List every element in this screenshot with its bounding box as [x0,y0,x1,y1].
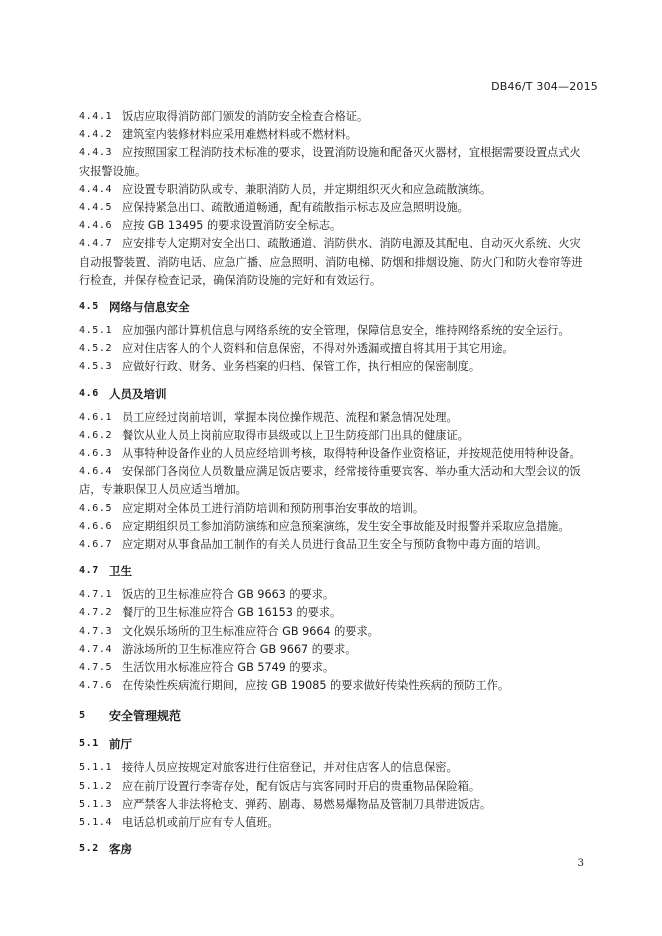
clause-item [79,108,599,126]
clause-list-4-6 [79,409,599,555]
clause-text: 游泳场所的卫生标准应符合 GB 9667 的要求。 [122,642,357,656]
clause-item [79,659,599,677]
clause-item [79,358,599,376]
clause-list-4-4 [79,108,599,290]
clause-number: 4.4.1 [79,111,113,122]
section-heading-5-2: 5.2 客房 [79,842,132,857]
clause-number: 4.6.4 [79,466,113,478]
clause-number: 4.7.6 [79,680,113,692]
clause-text: 在传染性疾病流行期间，应按 GB 19085 的要求做好传染性疾病的预防工作。 [122,679,510,693]
clause-number: 4.5.1 [79,325,113,337]
section-title: 前厅 [109,737,132,752]
clause-item [79,778,599,796]
section-heading-4-6: 4.6 人员及培训 [79,386,167,401]
clause-item [79,536,599,554]
clause-text: 应设置专职消防队或专、兼职消防人员，并定期组织灭火和应急疏散演练。 [122,182,492,196]
clause-text: 电话总机或前厅应有专人值班。 [122,816,279,830]
clause-number: 4.6.7 [79,539,113,551]
section-heading-4-7: 4.7 卫生 [79,564,132,579]
clause-number: 4.4.7 [79,238,113,250]
clause-number: 5.1.1 [79,762,113,774]
section-title: 卫生 [109,564,132,579]
clause-item [79,217,599,235]
clause-number: 4.5.2 [79,343,113,355]
clause-text: 应定期对全体员工进行消防培训和预防刑事治安事故的培训。 [122,501,425,515]
clause-text-continuation: 自动报警装置、消防电话、应急广播、应急照明、消防电梯、防烟和排烟设施、防火门和防火卷帘等进 [79,255,583,269]
clause-text: 应对住店客人的个人资料和信息保密，不得对外透漏或擅自将其用于其它用途。 [122,342,514,356]
section-heading-5-1: 5.1 前厅 [79,737,132,752]
clause-text: 应在前厅设置行李寄存处，配有饭店与宾客同时开启的贵重物品保险箱。 [122,779,481,793]
clause-text: 应严禁客人非法将枪支、弹药、剧毒、易燃易爆物品及管制刀具带进饭店。 [122,797,492,811]
clause-list-5-1 [79,759,599,832]
clause-text: 应做好行政、财务、业务档案的归档、保管工作，执行相应的保密制度。 [122,360,481,374]
clause-text-continuation: 店，专兼职保卫人员应适当增加。 [79,483,247,497]
clause-item [79,235,599,253]
clause-item [79,445,599,463]
document-code: DB46/T 304—2015 [491,80,598,93]
clause-item [79,126,599,144]
clause-item [79,181,599,199]
clause-text: 应保持紧急出口、疏散通道畅通，配有疏散指示标志及应急照明设施。 [122,201,469,215]
clause-text: 饭店应取得消防部门颁发的消防安全检查合格证。 [122,110,369,123]
clause-item [79,518,599,536]
page-content [79,108,599,864]
page-number: 3 [577,858,584,869]
clause-text: 应定期对从事食品加工制作的有关人员进行食品卫生安全与预防食物中毒方面的培训。 [122,538,548,552]
clause-number: 4.7.1 [79,589,113,601]
clause-number: 4.6.5 [79,502,113,514]
clause-text: 应加强内部计算机信息与网络系统的安全管理，保障信息安全，维持网络系统的安全运行。 [122,324,570,338]
chapter-title: 安全管理规范 [109,709,182,724]
section-title: 客房 [109,842,132,857]
clause-text: 应按照国家工程消防技术标准的要求，设置消防设施和配备灭火器材，宜根据需要设置点式火 [122,146,581,160]
chapter-heading-5: 5 安全管理规范 [79,709,182,724]
clause-item [79,641,599,659]
clause-text-continuation: 灾报警设施。 [79,164,147,178]
clause-text: 饭店的卫生标准应符合 GB 9663 的要求。 [122,588,335,602]
clause-item [79,340,599,358]
clause-number: 4.4.4 [79,183,113,195]
clause-text: 应按 GB 13495 的要求设置消防安全标志。 [122,219,342,233]
clause-text: 餐厅的卫生标准应符合 GB 16153 的要求。 [122,606,342,620]
clause-number: 5.1.2 [79,780,113,792]
clause-item [79,604,599,622]
clause-list-4-7 [79,586,599,695]
clause-number: 4.6.2 [79,429,113,441]
clause-item [79,759,599,777]
section-title: 网络与信息安全 [109,300,190,315]
clause-number: 4.4.6 [79,220,113,232]
clause-item [79,463,599,481]
clause-item [79,199,599,217]
section-heading-4-5: 4.5 网络与信息安全 [79,300,190,315]
clause-item [79,322,599,340]
clause-text: 餐饮从业人员上岗前应取得市县级或以上卫生防疫部门出具的健康证。 [122,428,469,442]
clause-text: 接待人员应按规定对旅客进行住宿登记，并对住店客人的信息保密。 [122,761,458,775]
clause-item [79,144,599,162]
section-title: 人员及培训 [109,386,167,401]
clause-text: 应安排专人定期对安全出口、疏散通道、消防供水、消防电源及其配电、自动灭火系统、火灾 [122,237,581,251]
clause-item [79,409,599,427]
clause-text: 从事特种设备作业的人员应经培训考核，取得特种设备作业资格证，并按规范使用特种设备。 [122,447,581,461]
clause-text: 安保部门各岗位人员数量应满足饭店要求，经常接待重要宾客、举办重大活动和大型会议的饭 [122,465,581,479]
clause-item [79,796,599,814]
clause-item [79,623,599,641]
clause-number: 4.6.1 [79,411,113,423]
clause-list-4-5 [79,322,599,377]
clause-item [79,814,599,832]
clause-number: 4.7.3 [79,625,113,637]
clause-number: 4.4.3 [79,147,113,159]
clause-number: 4.4.5 [79,202,113,214]
clause-text: 员工应经过岗前培训，掌握本岗位操作规范、流程和紧急情况处理。 [122,410,458,424]
clause-text: 建筑室内装修材料应采用难燃材料或不燃材料。 [122,128,357,142]
clause-number: 4.7.2 [79,607,113,619]
clause-item [79,500,599,518]
clause-number: 5.1.4 [79,817,113,829]
clause-text: 文化娱乐场所的卫生标准应符合 GB 9664 的要求。 [122,624,379,638]
clause-number: 5.1.3 [79,798,113,810]
clause-number: 4.5.3 [79,361,113,373]
clause-number: 4.4.2 [79,129,113,141]
clause-number: 4.7.4 [79,643,113,655]
clause-text-continuation: 行检查，并保存检查记录，确保消防设施的完好和有效运行。 [79,273,382,287]
clause-number: 4.7.5 [79,662,113,674]
clause-text: 应定期组织员工参加消防演练和应急预案演练，发生安全事故能及时报警并采取应急措施。 [122,519,570,533]
clause-item [79,586,599,604]
clause-item [79,427,599,445]
clause-item [79,677,599,695]
clause-number: 4.6.6 [79,520,113,532]
clause-text: 生活饮用水标准应符合 GB 5749 的要求。 [122,661,335,675]
clause-number: 4.6.3 [79,448,113,460]
